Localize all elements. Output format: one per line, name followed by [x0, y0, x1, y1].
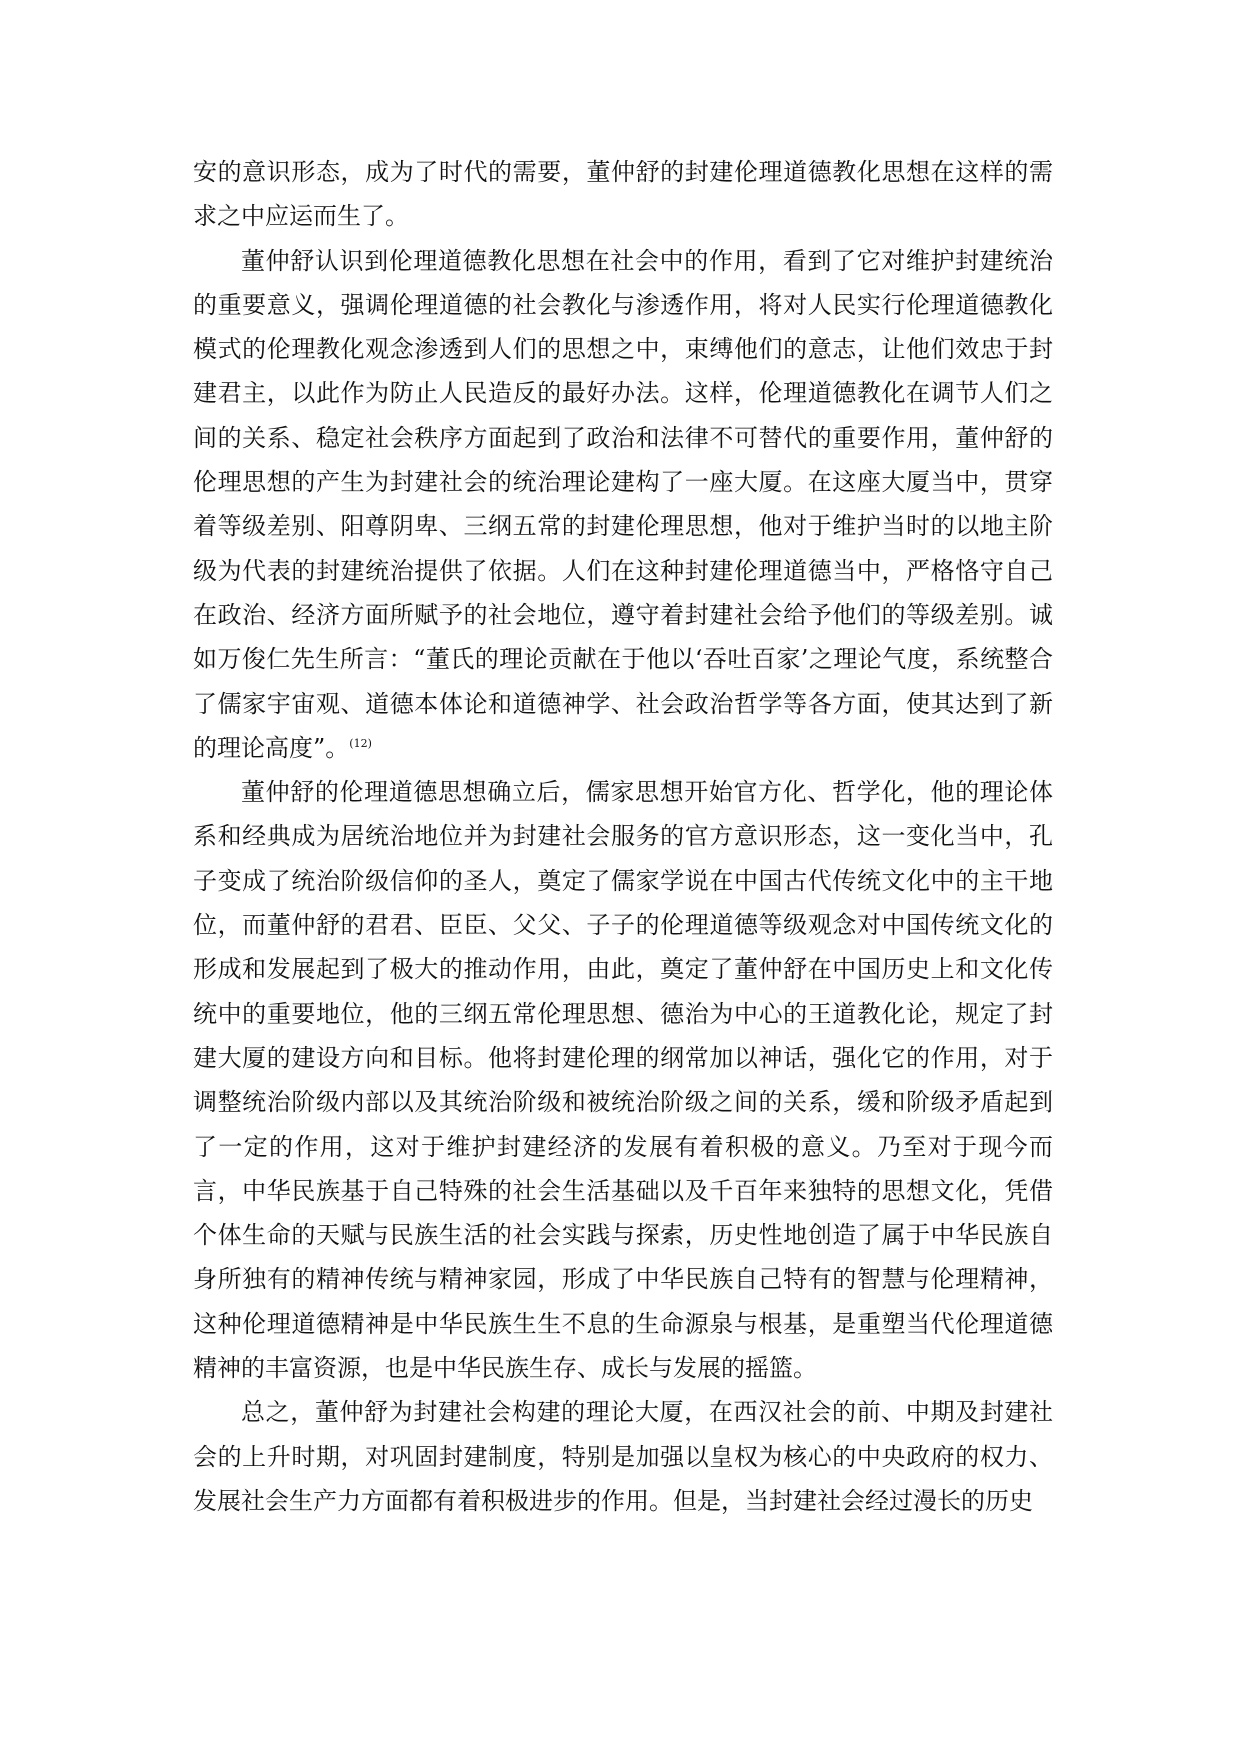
paragraph-1 — [193, 150, 1053, 239]
paragraph-3-text: 董仲舒的伦理道德思想确立后，儒家思想开始官方化、哲学化，他的理论体系和经典成为居统治地位并为封建社会服务的官方意识形态，这一变化当中，孔子变成了统治阶级信仰的圣人，奠定了儒家学说在中国古代传统文化中的主干地位，而董仲舒的君君、臣臣、父父、子子的伦理道德等级观念对中国传统文化的形成和发展起到了极大的推动作用，由此，奠定了董仲舒在中国历史上和文化传统中的重要地位，他的三纲五常伦理思想、德治为中心的王道教化论，规定了封建大厦的建设方向和目标。他将封建伦理的纲常加以神话，强化它的作用，对于调整统治阶级内部以及其统治阶级和被统治阶级之间的关系，缓和阶级矛盾起到了一定的作用，这对于维护封建经济的发展有着积极的意义。乃至对于现今而言，中华民族基于自己特殊的社会生活基础以及千百年来独特的思想文化，凭借个体生命的天赋与民族生活的社会实践与探索，历史性地创造了属于中华民族自身所独有的精神传统与精神家园，形成了中华民族自己特有的智慧与伦理精神，这种伦理道德精神是中华民族生生不息的生命源泉与根基，是重塑当代伦理道德精神的丰富资源，也是中华民族生存、成长与发展的摇篮。 — [193, 778, 1053, 1383]
paragraph-3 — [193, 770, 1053, 1390]
citation-marker: (12) — [349, 736, 372, 750]
paragraph-4-text: 总之，董仲舒为封建社会构建的理论大厦，在西汉社会的前、中期及封建社会的上升时期，对巩固封建制度，特别是加强以皇权为核心的中央政府的权力、发展社会生产力方面都有着积极进步的作用。但是，当封建社会经过漫长的历史 — [193, 1398, 1053, 1515]
body-text — [193, 150, 1053, 1523]
paragraph-4 — [193, 1390, 1053, 1523]
paragraph-1-text: 安的意识形态，成为了时代的需要，董仲舒的封建伦理道德教化思想在这样的需求之中应运而生了。 — [193, 158, 1053, 231]
paragraph-2 — [193, 239, 1053, 771]
paragraph-2-text: 董仲舒认识到伦理道德教化思想在社会中的作用，看到了它对维护封建统治的重要意义，强调伦理道德的社会教化与渗透作用，将对人民实行伦理道德教化模式的伦理教化观念渗透到人们的思想之中，束缚他们的意志，让他们效忠于封建君主，以此作为防止人民造反的最好办法。这样，伦理道德教化在调节人们之间的关系、稳定社会秩序方面起到了政治和法律不可替代的重要作用，董仲舒的伦理思想的产生为封建社会的统治理论建构了一座大厦。在这座大厦当中，贯穿着等级差别、阳尊阴卑、三纲五常的封建伦理思想，他对于维护当时的以地主阶级为代表的封建统治提供了依据。人们在这种封建伦理道德当中，严格恪守自己在政治、经济方面所赋予的社会地位，遵守着封建社会给予他们的等级差别。诚如万俊仁先生所言：“董氏的理论贡献在于他以‘吞吐百家’之理论气度，系统整合了儒家宇宙观、道德本体论和道德神学、社会政治哲学等各方面，使其达到了新的理论高度”。 — [193, 246, 1053, 762]
